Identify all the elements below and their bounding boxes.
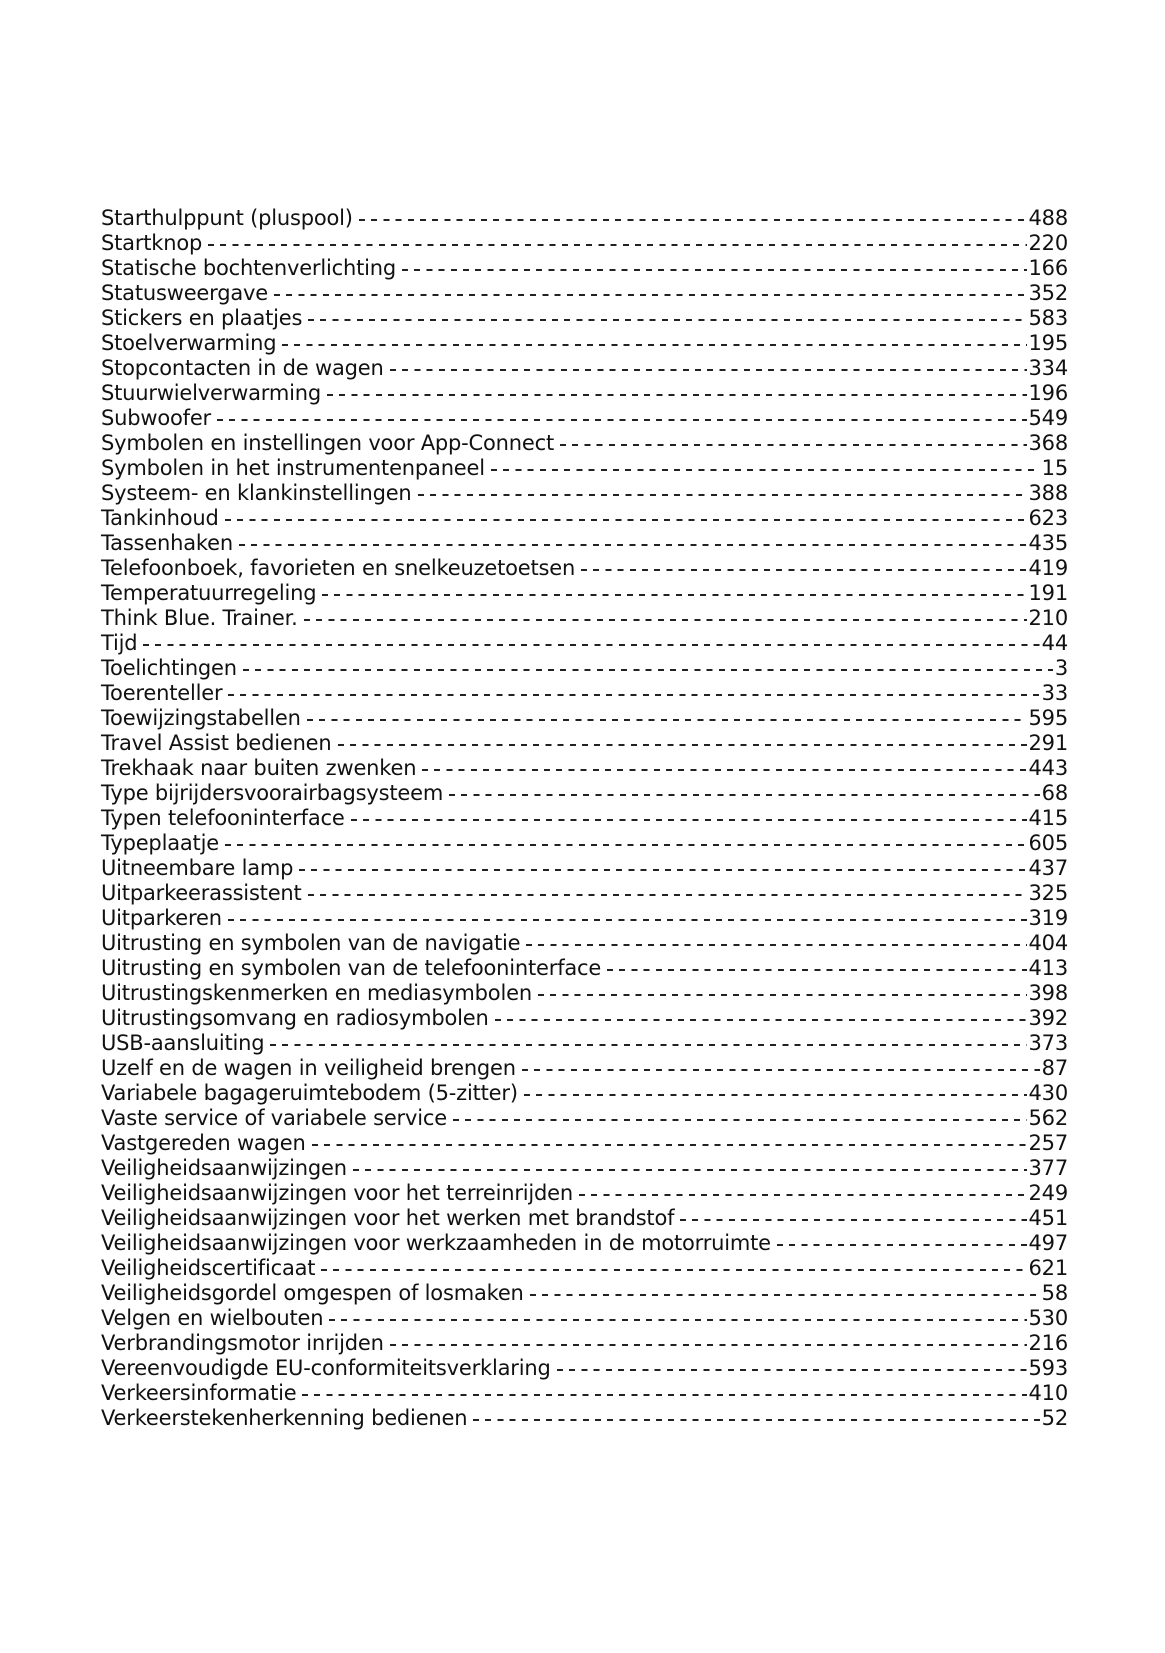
dot-leader — [579, 1175, 1027, 1200]
index-term: Verbrandingsmotor inrijden — [101, 1331, 384, 1355]
dot-leader — [304, 600, 1027, 625]
page-number: 216 — [1028, 1331, 1068, 1355]
dot-leader — [338, 725, 1027, 750]
page-number: 52 — [1041, 1406, 1068, 1430]
page-number: 415 — [1028, 806, 1068, 830]
dot-leader — [225, 825, 1027, 850]
index-entry[interactable] — [101, 225, 1068, 255]
index-entry[interactable] — [101, 700, 1068, 730]
page-number: 419 — [1028, 556, 1068, 580]
dot-leader — [418, 475, 1027, 500]
index-term: Toewijzingstabellen — [101, 706, 301, 730]
dot-leader — [390, 1325, 1027, 1350]
index-term: Starthulppunt (pluspool) — [101, 206, 353, 230]
index-term: Think Blue. Trainer. — [101, 606, 298, 630]
index-entry[interactable] — [101, 525, 1068, 555]
page-number: 497 — [1028, 1231, 1068, 1255]
page-number: 210 — [1028, 606, 1068, 630]
index-entry[interactable] — [101, 500, 1068, 530]
page-number: 257 — [1028, 1131, 1068, 1155]
index-term: Trekhaak naar buiten zwenken — [101, 756, 417, 780]
index-entry[interactable] — [101, 825, 1068, 855]
dot-leader — [526, 925, 1026, 950]
dot-leader — [327, 375, 1027, 400]
dot-leader — [422, 750, 1026, 775]
page-number: 583 — [1028, 306, 1068, 330]
dot-leader — [473, 1400, 1039, 1425]
index-term: Veiligheidsgordel omgespen of losmaken — [101, 1281, 524, 1305]
index-term: Statische bochtenverlichting — [101, 256, 397, 280]
index-term: Uitneembare lamp — [101, 856, 294, 880]
index-term: Vaste service of variabele service — [101, 1106, 447, 1130]
index-term: Tankinhoud — [101, 506, 219, 530]
dot-leader — [680, 1200, 1026, 1225]
dot-leader — [560, 425, 1027, 450]
page-number: 437 — [1028, 856, 1068, 880]
page-number: 530 — [1028, 1306, 1068, 1330]
page-number: 443 — [1028, 756, 1068, 780]
page-number: 595 — [1028, 706, 1068, 730]
page-number: 451 — [1028, 1206, 1068, 1230]
index-term: Type bijrijdersvoorairbagsysteem — [101, 781, 444, 805]
index-term: Veiligheidsaanwijzingen voor het terreinrijden — [101, 1181, 574, 1205]
page-number: 413 — [1028, 956, 1068, 980]
index-term: Verkeersinformatie — [101, 1381, 297, 1405]
index-term: Symbolen en instellingen voor App-Connect — [101, 431, 554, 455]
index-term: USB-aansluiting — [101, 1031, 265, 1055]
index-term: Stopcontacten in de wagen — [101, 356, 384, 380]
page-number: 195 — [1028, 331, 1068, 355]
dot-leader — [143, 625, 1039, 650]
index-term: Variabele bagageruimtebodem (5-zitter) — [101, 1081, 518, 1105]
page-number: 33 — [1041, 681, 1068, 705]
page-number: 15 — [1041, 456, 1068, 480]
index-term: Stuurwielverwarming — [101, 381, 322, 405]
page-number: 593 — [1028, 1356, 1068, 1380]
index-term: Uitparkeerassistent — [101, 881, 302, 905]
index-list — [101, 200, 1068, 1430]
index-term: Startknop — [101, 231, 203, 255]
index-term: Veiligheidsaanwijzingen — [101, 1156, 347, 1180]
index-term: Systeem- en klankinstellingen — [101, 481, 412, 505]
dot-leader — [522, 1050, 1040, 1075]
dot-leader — [312, 1125, 1027, 1150]
dot-leader — [359, 200, 1027, 225]
index-term: Typeplaatje — [101, 831, 219, 855]
dot-leader — [225, 500, 1027, 525]
dot-leader — [239, 525, 1027, 550]
page-number: 605 — [1028, 831, 1068, 855]
index-term: Stickers en plaatjes — [101, 306, 303, 330]
dot-leader — [302, 1375, 1026, 1400]
page-number: 488 — [1028, 206, 1068, 230]
dot-leader — [557, 1350, 1027, 1375]
index-term: Veiligheidsaanwijzingen voor het werken met brandstof — [101, 1206, 675, 1230]
page-number: 249 — [1028, 1181, 1068, 1205]
dot-leader — [351, 800, 1027, 825]
page-number: 562 — [1028, 1106, 1068, 1130]
dot-leader — [321, 1250, 1026, 1275]
dot-leader — [308, 875, 1027, 900]
index-entry[interactable] — [101, 250, 1068, 280]
page-number: 291 — [1028, 731, 1068, 755]
index-term: Symbolen in het instrumentenpaneel — [101, 456, 485, 480]
dot-leader — [228, 675, 1039, 700]
page-number: 68 — [1041, 781, 1068, 805]
page-number: 404 — [1028, 931, 1068, 955]
dot-leader — [607, 950, 1026, 975]
page-number: 3 — [1054, 656, 1068, 680]
index-term: Uitrusting en symbolen van de telefooninterface — [101, 956, 602, 980]
index-term: Travel Assist bedienen — [101, 731, 332, 755]
index-entry[interactable] — [101, 200, 1068, 230]
page-number: 352 — [1028, 281, 1068, 305]
dot-leader — [322, 575, 1026, 600]
dot-leader — [777, 1225, 1027, 1250]
index-term: Telefoonboek, favorieten en snelkeuzetoetsen — [101, 556, 576, 580]
page-number: 398 — [1028, 981, 1068, 1005]
index-term: Uzelf en de wagen in veiligheid brengen — [101, 1056, 516, 1080]
dot-leader — [453, 1100, 1027, 1125]
index-term: Stoelverwarming — [101, 331, 277, 355]
index-term: Tassenhaken — [101, 531, 233, 555]
index-term: Subwoofer — [101, 406, 211, 430]
index-term: Uitrusting en symbolen van de navigatie — [101, 931, 521, 955]
dot-leader — [243, 650, 1053, 675]
index-entry[interactable] — [101, 550, 1068, 580]
page-number: 430 — [1028, 1081, 1068, 1105]
dot-leader — [270, 1025, 1026, 1050]
index-term: Toelichtingen — [101, 656, 237, 680]
dot-leader — [491, 450, 1040, 475]
index-term: Typen telefooninterface — [101, 806, 345, 830]
page-number: 373 — [1028, 1031, 1068, 1055]
index-entry[interactable] — [101, 625, 1068, 655]
page-number: 166 — [1028, 256, 1068, 280]
index-entry[interactable] — [101, 650, 1068, 680]
page-number: 325 — [1028, 881, 1068, 905]
index-entry[interactable] — [101, 850, 1068, 880]
dot-leader — [208, 225, 1026, 250]
dot-leader — [530, 1275, 1040, 1300]
index-term: Velgen en wielbouten — [101, 1306, 324, 1330]
page-number: 549 — [1028, 406, 1068, 430]
index-term: Vereenvoudigde EU-conformiteitsverklaring — [101, 1356, 551, 1380]
index-term: Temperatuurregeling — [101, 581, 317, 605]
dot-leader — [329, 1300, 1026, 1325]
dot-leader — [449, 775, 1040, 800]
index-term: Verkeerstekenherkenning bedienen — [101, 1406, 468, 1430]
dot-leader — [495, 1000, 1027, 1025]
page-number: 58 — [1041, 1281, 1068, 1305]
dot-leader — [274, 275, 1027, 300]
index-term: Veiligheidsaanwijzingen voor werkzaamheden in de motorruimte — [101, 1231, 771, 1255]
index-term: Uitparkeren — [101, 906, 222, 930]
index-term: Statusweergave — [101, 281, 268, 305]
page-number: 392 — [1028, 1006, 1068, 1030]
index-term: Toerenteller — [101, 681, 223, 705]
dot-leader — [581, 550, 1026, 575]
page-number: 435 — [1028, 531, 1068, 555]
index-entry[interactable] — [101, 900, 1068, 930]
index-term: Veiligheidscertificaat — [101, 1256, 316, 1280]
dot-leader — [228, 900, 1027, 925]
page-number: 87 — [1041, 1056, 1068, 1080]
page-number: 377 — [1028, 1156, 1068, 1180]
index-entry[interactable] — [101, 675, 1068, 705]
dot-leader — [307, 700, 1027, 725]
page-number: 44 — [1041, 631, 1068, 655]
page-number: 388 — [1028, 481, 1068, 505]
index-term: Tijd — [101, 631, 138, 655]
page-number: 623 — [1028, 506, 1068, 530]
index-term: Vastgereden wagen — [101, 1131, 306, 1155]
dot-leader — [308, 300, 1026, 325]
page-number: 196 — [1028, 381, 1068, 405]
page-number: 334 — [1028, 356, 1068, 380]
index-term: Uitrustingsomvang en radiosymbolen — [101, 1006, 489, 1030]
dot-leader — [538, 975, 1027, 1000]
page-number: 410 — [1028, 1381, 1068, 1405]
dot-leader — [282, 325, 1026, 350]
dot-leader — [217, 400, 1027, 425]
index-term: Uitrustingskenmerken en mediasymbolen — [101, 981, 532, 1005]
page-number: 621 — [1028, 1256, 1068, 1280]
index-entry[interactable] — [101, 925, 1068, 955]
page-number: 220 — [1028, 231, 1068, 255]
dot-leader — [353, 1150, 1027, 1175]
page-number: 319 — [1028, 906, 1068, 930]
dot-leader — [524, 1075, 1027, 1100]
index-entry[interactable] — [101, 425, 1068, 455]
page-number: 368 — [1028, 431, 1068, 455]
dot-leader — [402, 250, 1027, 275]
page-number: 191 — [1028, 581, 1068, 605]
index-entry[interactable] — [101, 400, 1068, 430]
dot-leader — [299, 850, 1026, 875]
dot-leader — [390, 350, 1027, 375]
